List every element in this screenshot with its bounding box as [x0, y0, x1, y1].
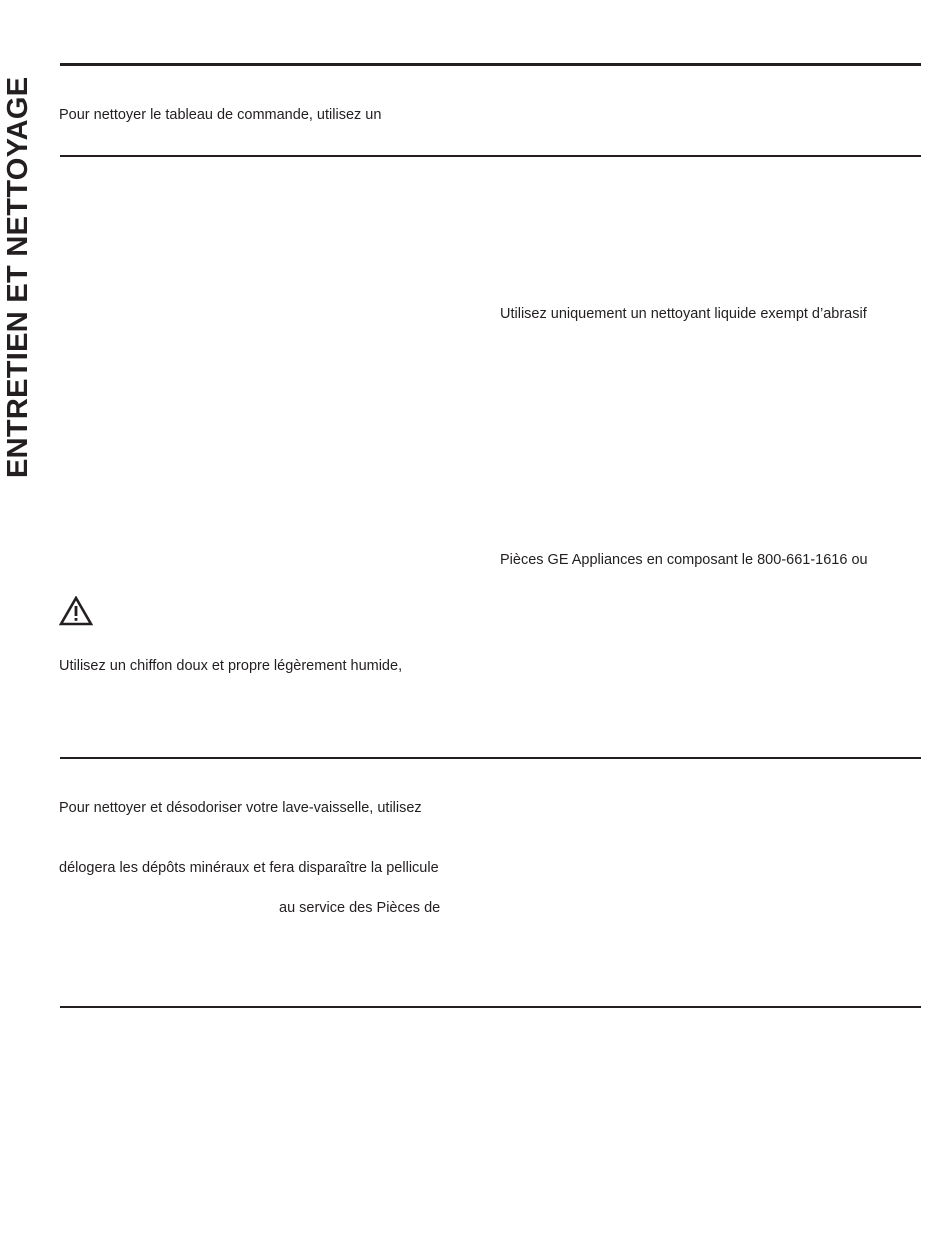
interior-cleaning-text-2: délogera les dépôts minéraux et fera disparaître la pellicule — [59, 860, 439, 876]
section-side-title: ENTRETIEN ET NETTOYAGE — [2, 76, 34, 478]
control-panel-text: Pour nettoyer le tableau de commande, utilisez un — [59, 107, 382, 123]
exterior-cleaner-text: Utilisez uniquement un nettoyant liquide exempt d’abrasif — [500, 306, 867, 322]
interior-cleaning-text-3: au service des Pièces de — [279, 900, 441, 916]
section-divider-exterior — [60, 757, 921, 759]
interior-cleaning-text-1: Pour nettoyer et désodoriser votre lave-vaisselle, utilisez — [59, 800, 422, 816]
section-divider-interior — [60, 1006, 921, 1008]
section-divider-control-panel — [60, 155, 921, 157]
section-divider-top — [60, 63, 921, 66]
parts-phone-text: Pièces GE Appliances en composant le 800-661-1616 ou — [500, 552, 868, 568]
soft-cloth-text: Utilisez un chiffon doux et propre légèrement humide, — [59, 658, 403, 674]
warning-triangle-icon — [59, 596, 93, 626]
